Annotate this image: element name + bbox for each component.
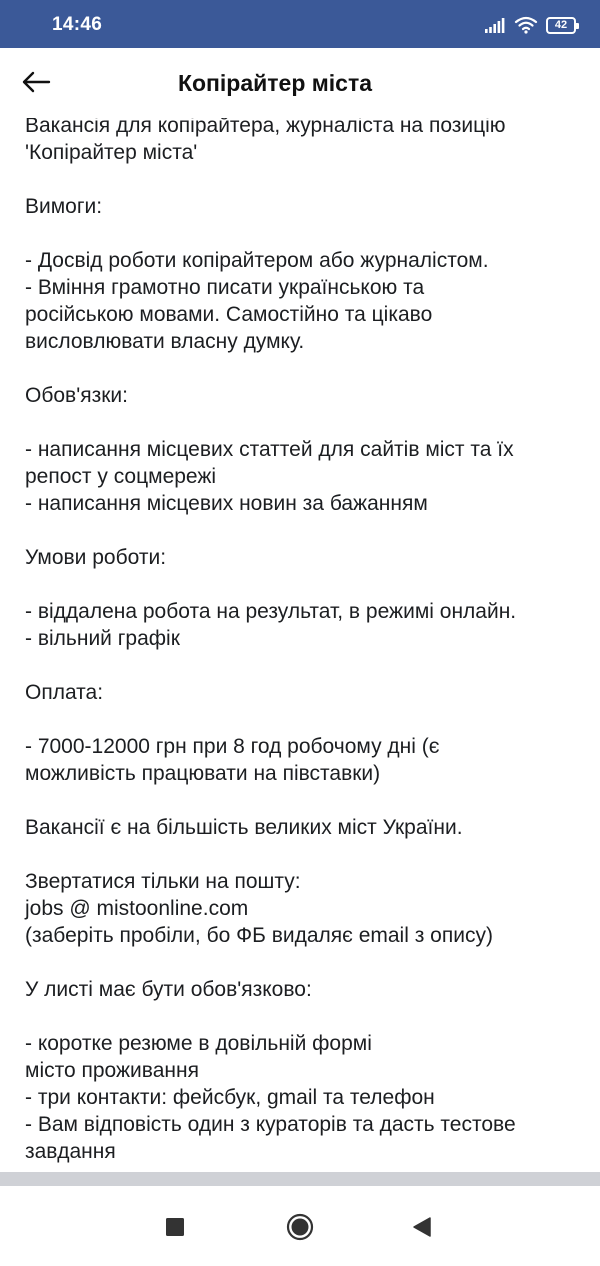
text-line: 'Копірайтер міста' <box>25 141 198 164</box>
text-line: - написання місцевих новин за бажанням <box>25 492 428 515</box>
circle-icon <box>286 1213 314 1246</box>
post-content[interactable] <box>0 118 600 1172</box>
recent-apps-button[interactable] <box>155 1214 195 1244</box>
back-nav-button[interactable] <box>402 1214 442 1244</box>
job-description <box>25 118 593 1165</box>
content-divider <box>0 1172 600 1186</box>
app-header <box>0 48 600 118</box>
section-heading: Обов'язки: <box>25 384 128 407</box>
triangle-back-icon <box>412 1216 432 1243</box>
status-icons <box>484 14 576 36</box>
text-line: - три контакти: фейсбук, gmail та телефон <box>25 1086 435 1109</box>
text-line: місто проживання <box>25 1059 199 1082</box>
text-line: можливість працювати на півставки) <box>25 762 381 785</box>
system-nav-bar <box>0 1192 600 1266</box>
status-time: 14:46 <box>52 14 103 35</box>
contact-email: jobs @ mistoonline.com <box>25 897 249 920</box>
text-line: (заберіть пробіли, бо ФБ видаляє email з опису) <box>25 924 493 947</box>
battery-level: 42 <box>554 18 568 31</box>
text-line: репост у соцмережі <box>25 465 217 488</box>
text-line: - Досвід роботи копірайтером або журналістом. <box>25 249 489 272</box>
text-line: завдання <box>25 1140 116 1163</box>
section-heading: Умови роботи: <box>25 546 167 569</box>
text-line: - віддалена робота на результат, в режимі онлайн. <box>25 600 517 623</box>
wifi-icon <box>514 16 538 34</box>
text-line: російською мовами. Самостійно та цікаво <box>25 303 433 326</box>
text-line: - Вам відповість один з кураторів та дасть тестове <box>25 1113 516 1136</box>
battery-icon <box>546 17 576 34</box>
section-heading: Оплата: <box>25 681 104 704</box>
text-line: - написання місцевих статтей для сайтів міст та їх <box>25 438 514 461</box>
text-line: Вакансія для копірайтера, журналіста на позицію <box>25 118 506 137</box>
home-button[interactable] <box>280 1214 320 1244</box>
text-line: - коротке резюме в довільній формі <box>25 1032 372 1055</box>
signal-icon <box>484 17 506 33</box>
page-title: Копірайтер міста <box>177 70 373 96</box>
status-bar <box>0 0 600 48</box>
text-line: - 7000-12000 грн при 8 год робочому дні (є <box>25 735 440 758</box>
text-line: Звертатися тільки на пошту: <box>25 870 301 893</box>
text-line: - вільний графік <box>25 627 180 650</box>
text-line: - Вміння грамотно писати українською та <box>25 276 425 299</box>
text-line: висловлювати власну думку. <box>25 330 305 353</box>
square-icon <box>165 1217 185 1242</box>
section-heading: Вимоги: <box>25 195 103 218</box>
text-line: Вакансії є на більшість великих міст України. <box>25 816 463 839</box>
section-heading: У листі має бути обов'язково: <box>25 978 312 1001</box>
